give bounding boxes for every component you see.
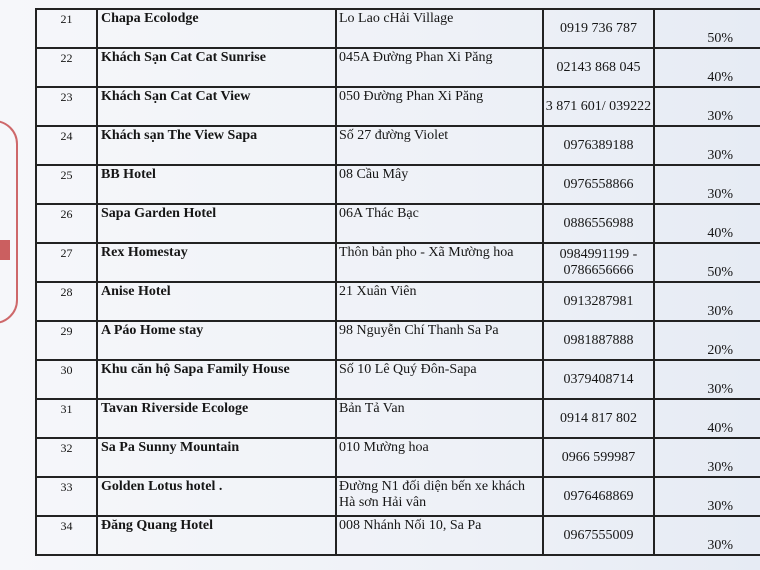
discount-percent: 40% [654,399,760,438]
hotel-address: Đường N1 đối diện bến xe khách Hà sơn Hải vân [336,477,543,516]
red-stamp [0,120,18,324]
table-row [36,438,760,477]
row-number: 28 [36,282,97,321]
discount-percent: 30% [654,282,760,321]
table-row [36,321,760,360]
hotel-table [35,8,760,556]
table-row [36,48,760,87]
row-number: 21 [36,9,97,48]
hotel-phone: 3 871 601/ 039222 [543,87,654,126]
hotel-address: Số 27 đường Violet [336,126,543,165]
hotel-address: 06A Thác Bạc [336,204,543,243]
table-row [36,243,760,282]
hotel-phone: 0981887888 [543,321,654,360]
hotel-name: Tavan Riverside Ecologe [97,399,336,438]
discount-percent: 50% [654,9,760,48]
discount-percent: 30% [654,87,760,126]
table-row [36,9,760,48]
hotel-phone: 0976389188 [543,126,654,165]
discount-percent: 20% [654,321,760,360]
hotel-address: 008 Nhánh Nối 10, Sa Pa [336,516,543,555]
hotel-address: 08 Cầu Mây [336,165,543,204]
hotel-table-body [36,9,760,555]
table-row [36,126,760,165]
discount-percent: 40% [654,48,760,87]
discount-percent: 30% [654,516,760,555]
row-number: 33 [36,477,97,516]
hotel-address: 045A Đường Phan Xi Păng [336,48,543,87]
hotel-name: Anise Hotel [97,282,336,321]
hotel-name: Rex Homestay [97,243,336,282]
hotel-phone: 0913287981 [543,282,654,321]
hotel-address: 010 Mường hoa [336,438,543,477]
hotel-phone: 0914 817 802 [543,399,654,438]
hotel-address: Bản Tả Van [336,399,543,438]
hotel-name: Khách Sạn Cat Cat View [97,87,336,126]
table-row [36,477,760,516]
hotel-phone: 0984991199 - 0786656666 [543,243,654,282]
hotel-name: Khách sạn The View Sapa [97,126,336,165]
hotel-name: Golden Lotus hotel . [97,477,336,516]
hotel-name: Khu căn hộ Sapa Family House [97,360,336,399]
hotel-name: Đăng Quang Hotel [97,516,336,555]
table-row [36,399,760,438]
row-number: 29 [36,321,97,360]
row-number: 31 [36,399,97,438]
hotel-phone: 0966 599987 [543,438,654,477]
row-number: 24 [36,126,97,165]
hotel-phone: 0976468869 [543,477,654,516]
hotel-address: 98 Nguyễn Chí Thanh Sa Pa [336,321,543,360]
table-row [36,87,760,126]
row-number: 25 [36,165,97,204]
discount-percent: 30% [654,477,760,516]
discount-percent: 50% [654,243,760,282]
hotel-name: Sapa Garden Hotel [97,204,336,243]
hotel-phone: 0967555009 [543,516,654,555]
discount-percent: 30% [654,165,760,204]
hotel-address: Lo Lao cHải Village [336,9,543,48]
discount-percent: 30% [654,126,760,165]
hotel-phone: 0976558866 [543,165,654,204]
hotel-name: Sa Pa Sunny Mountain [97,438,336,477]
row-number: 32 [36,438,97,477]
hotel-name: A Páo Home stay [97,321,336,360]
hotel-name: BB Hotel [97,165,336,204]
hotel-phone: 02143 868 045 [543,48,654,87]
hotel-name: Khách Sạn Cat Cat Sunrise [97,48,336,87]
hotel-address: Thôn bản pho - Xã Mường hoa [336,243,543,282]
discount-percent: 40% [654,204,760,243]
row-number: 27 [36,243,97,282]
hotel-address: Số 10 Lê Quý Đôn-Sapa [336,360,543,399]
table-row [36,516,760,555]
hotel-phone: 0919 736 787 [543,9,654,48]
table-row [36,165,760,204]
hotel-phone: 0886556988 [543,204,654,243]
hotel-address: 21 Xuân Viên [336,282,543,321]
table-row [36,204,760,243]
red-stamp-mark [0,240,10,260]
hotel-name: Chapa Ecolodge [97,9,336,48]
discount-percent: 30% [654,360,760,399]
hotel-phone: 0379408714 [543,360,654,399]
table-row [36,360,760,399]
table-row [36,282,760,321]
row-number: 26 [36,204,97,243]
discount-percent: 30% [654,438,760,477]
row-number: 30 [36,360,97,399]
row-number: 34 [36,516,97,555]
hotel-address: 050 Đường Phan Xi Păng [336,87,543,126]
row-number: 22 [36,48,97,87]
row-number: 23 [36,87,97,126]
